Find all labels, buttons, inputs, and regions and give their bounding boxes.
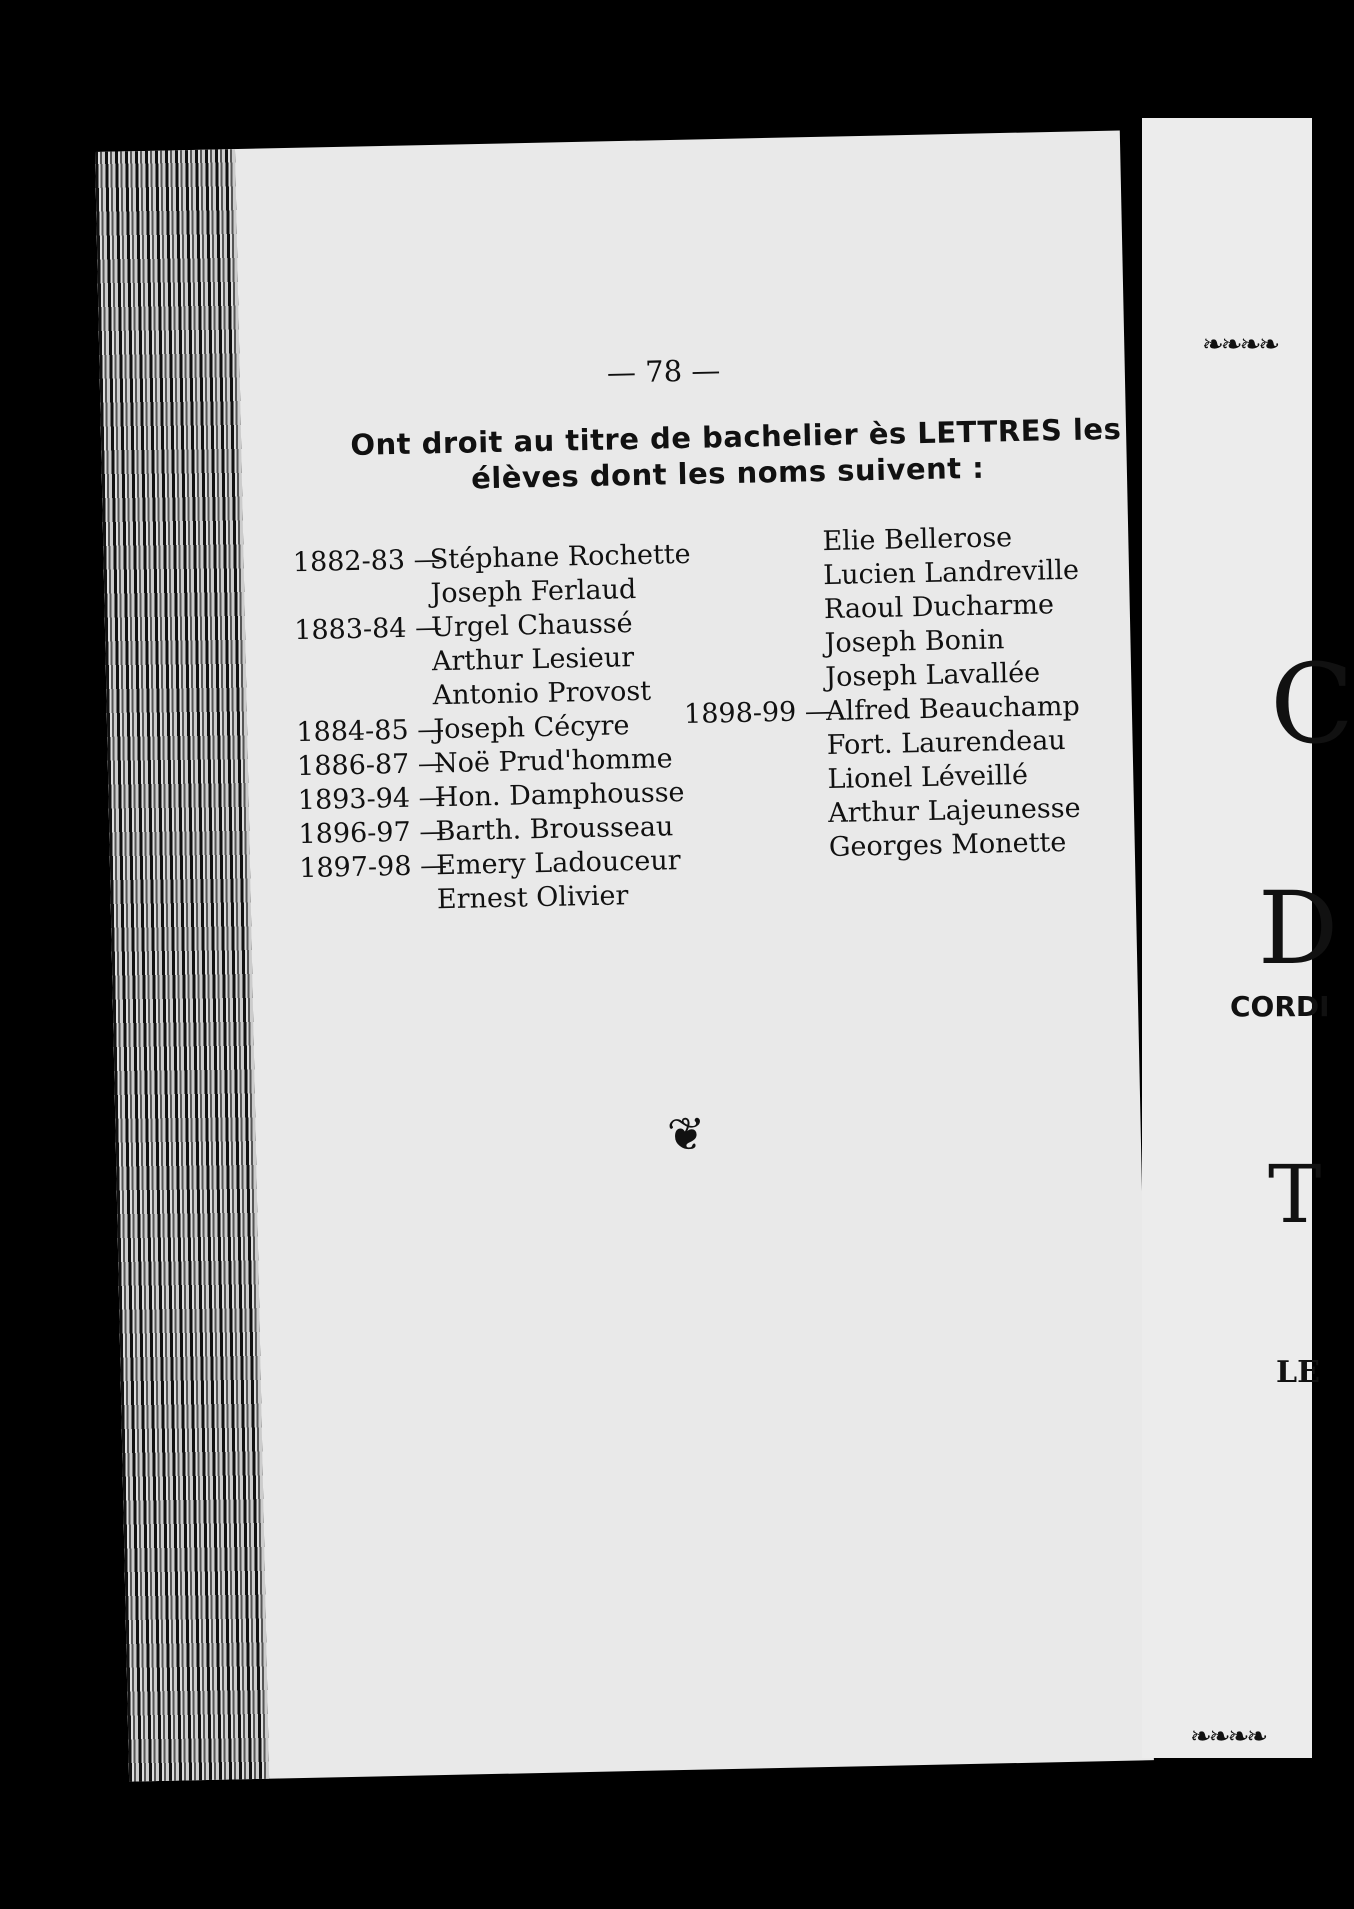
right-page-letter-d: D xyxy=(1258,870,1339,987)
entry-name: Lionel Léveillé xyxy=(827,759,1029,796)
entry-name: Alfred Beauchamp xyxy=(825,690,1081,728)
entry-year: 1882-83 — xyxy=(292,544,441,579)
entry-year: 1897-98 — xyxy=(298,850,448,885)
entry-name: Fort. Laurendeau xyxy=(826,725,1066,762)
entry-name: Lucien Landreville xyxy=(822,554,1080,592)
heading-line-1: Ont droit au titre de bachelier ès LETTRES les xyxy=(350,411,1122,462)
entry-name: Joseph Ferlaud xyxy=(430,574,637,610)
page-number: — 78 — xyxy=(606,353,721,390)
right-page-letter-c: C xyxy=(1270,640,1354,768)
ornament-icon: ❦ xyxy=(666,1106,707,1162)
entry-year: 1883-84 — xyxy=(293,612,443,647)
entry-year: 1884-85 — xyxy=(296,714,445,749)
entry-name: Emery Ladouceur xyxy=(435,845,681,882)
right-page-decoration-bottom: ❧❧❧❧ xyxy=(1190,1722,1266,1752)
heading-line-2: élèves dont les noms suivent : xyxy=(470,450,985,496)
entry-name: Arthur Lajeunesse xyxy=(827,792,1081,830)
entry-name: Noë Prud'homme xyxy=(433,743,673,780)
right-page-letter-t: T xyxy=(1268,1148,1322,1241)
entry-year: 1896-97 — xyxy=(298,816,447,851)
right-page-cordi: CORDI xyxy=(1230,990,1330,1023)
entry-name: Hon. Damphousse xyxy=(434,777,685,814)
entry-name: Georges Monette xyxy=(828,827,1067,864)
entry-name: Urgel Chaussé xyxy=(430,608,633,644)
entry-name: Ernest Olivier xyxy=(436,880,629,916)
right-page-decoration-top: ❧❧❧❧ xyxy=(1202,330,1278,360)
entry-name: Elie Bellerose xyxy=(822,522,1013,558)
entry-name: Antonio Provost xyxy=(432,675,652,712)
entry-year: 1886-87 — xyxy=(296,748,446,783)
entry-name: Joseph Lavallée xyxy=(825,657,1041,694)
entry-name: Stéphane Rochette xyxy=(429,538,691,576)
entry-year: 1893-94 — xyxy=(297,782,446,817)
entry-name: Joseph Bonin xyxy=(824,624,1005,660)
entry-year: 1898-99 — xyxy=(683,695,833,731)
entry-name: Joseph Cécyre xyxy=(433,710,630,746)
entry-name: Raoul Ducharme xyxy=(823,589,1055,626)
entry-name: Arthur Lesieur xyxy=(431,642,635,678)
entry-name: Barth. Brousseau xyxy=(435,811,674,848)
right-page-le: LE xyxy=(1276,1355,1320,1390)
